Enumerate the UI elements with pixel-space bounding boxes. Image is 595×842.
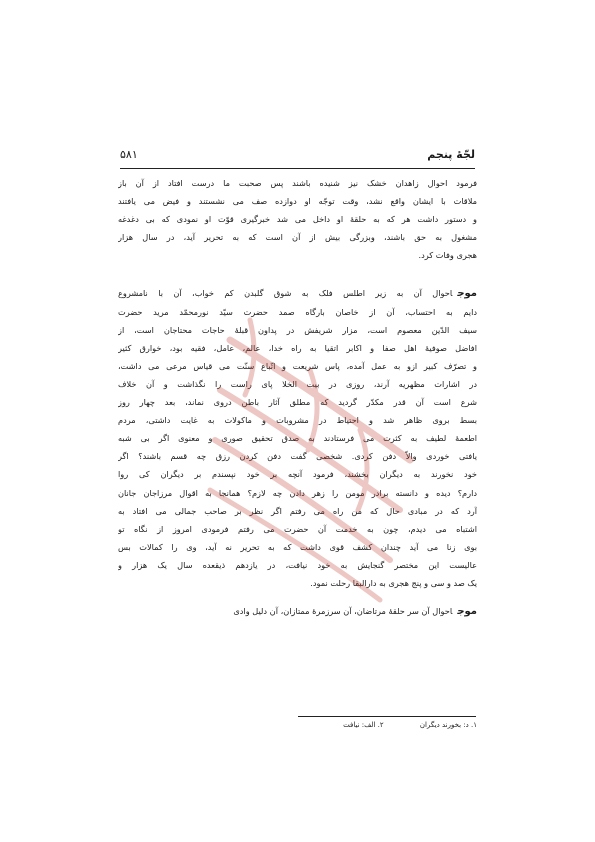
text-line: مشغول به حق باشند، وبزرگی بیش از آن است که به تحریر آید، در سال هزار [118, 232, 477, 243]
header-divider [120, 168, 475, 169]
text-line: سیف الدّین معصوم است، مزار شریفش در پداون قبلهٔ حاجات محتاجان است، از [118, 324, 477, 335]
footnote: ۱. د: بخورند دیگران [419, 721, 477, 729]
footnote-divider [298, 716, 476, 717]
text-line: اشتباه می دیدم، چون به خدمت آن حضرت می رفتم فرمودی امروز از نگاه تو [118, 523, 477, 534]
page-number: ۵۸۱ [120, 148, 138, 161]
paragraph-gap [118, 592, 477, 602]
text-line: و تصرّف کبیر ازو به عمل آمده، پاس شریعت و اتّباع سنّت می قیاس مرعی می داشت، [118, 360, 477, 371]
text-line: دارم؟ دیده و دانسته برادر مومن را زهر دادن چه لازم؟ همانجا به اقوال مرزاجان جانان [118, 487, 477, 498]
text-line: شرع است آن قدر مکدّر گردید که مطلق آثار باطن دروی نماند، بعد چهار روز [118, 397, 477, 408]
text-line [118, 284, 477, 302]
text-line: بسط بروی ظاهر شد و احتیاط در مشروبات و ماکولات به غایت داشتی، مردم [118, 415, 477, 426]
text-line: افاضل صوفیهٔ اهل صفا و اکابر اتقیا به راه خدا، عالم، عامل، فقیه بود، خوارق کثیر [118, 342, 477, 353]
text-line: ملاقات با ایشان واقع نشد، وقت توجّه او دوازده صف می نشستند و فیض می یافتند [118, 196, 477, 207]
page-header [120, 148, 475, 168]
footnotes [309, 721, 477, 729]
text-line: یافتی خوردی والاّ دفن کردی. شخصی گفت دفن کردن رزق چه قسم باشند؟ اگر [118, 451, 477, 462]
text-line: بوی زنا می آید چندان کشف قوی داشت که به تحریر نه آید، وی را کمالات بس [118, 541, 477, 552]
text-line-content: احوال آن به زیر اطلس فلک به شوق گلبدن کم خواب، آن با نامشروع [118, 288, 453, 299]
text-line: عالیست این مختصر گنجایش به خود نیافت، در یازدهم ذیقعده سال یک هزار و [118, 559, 477, 570]
text-line [118, 602, 477, 620]
mouj-label: موج [457, 288, 477, 300]
mouj-label: موج [457, 606, 477, 618]
text-line: اطعمهٔ لطیف به کثرت می فرستادند به صدق تحقیق صوری و معنوی اگر بی شبه [118, 433, 477, 444]
text-line-content: احوال آن سر حلقهٔ مرتاضان، آن سرزمرهٔ ممتازان، آن دلیل وادی [233, 606, 453, 617]
text-line: خود نخورند به دیگران بخشند، فرمود آنچه بر خود نپسندم بر دیگران کی روا [118, 469, 477, 480]
text-line: یک صد و سی و پنج هجری به دارالبقا رحلت نمود. [310, 577, 477, 588]
paragraph-gap [118, 264, 477, 284]
text-line: هجری وفات کرد. [418, 250, 477, 261]
footnote: ۲. الف: نیافت [343, 721, 384, 729]
text-line: فرمود احوال زاهدان خشک نیز شنیده باشند پس صحبت ما درست افتاد از آن باز [118, 178, 477, 188]
text-line: آرد که در مبادی حال که من راه می رفتم اگر نظر بر صاحب جمالی می افتاد به [118, 505, 477, 516]
text-line: دایم به احتساب، آن از خاصان بارگاه صمد حضرت سیّد نورمحمّد مرید حضرت [118, 306, 477, 317]
text-line: در اشارات مظهریه آرند، روزی در بیت الخلا پای راست را نگذاشت و آن خلاف [118, 378, 477, 389]
chapter-title: لجّهٔ پنجم [427, 148, 475, 161]
body-text [118, 174, 477, 620]
text-line: و دستور داشت هر که به حلقهٔ او داخل می شد خبرگیری قوّت او نمودی که بی دغدغه [118, 214, 477, 225]
